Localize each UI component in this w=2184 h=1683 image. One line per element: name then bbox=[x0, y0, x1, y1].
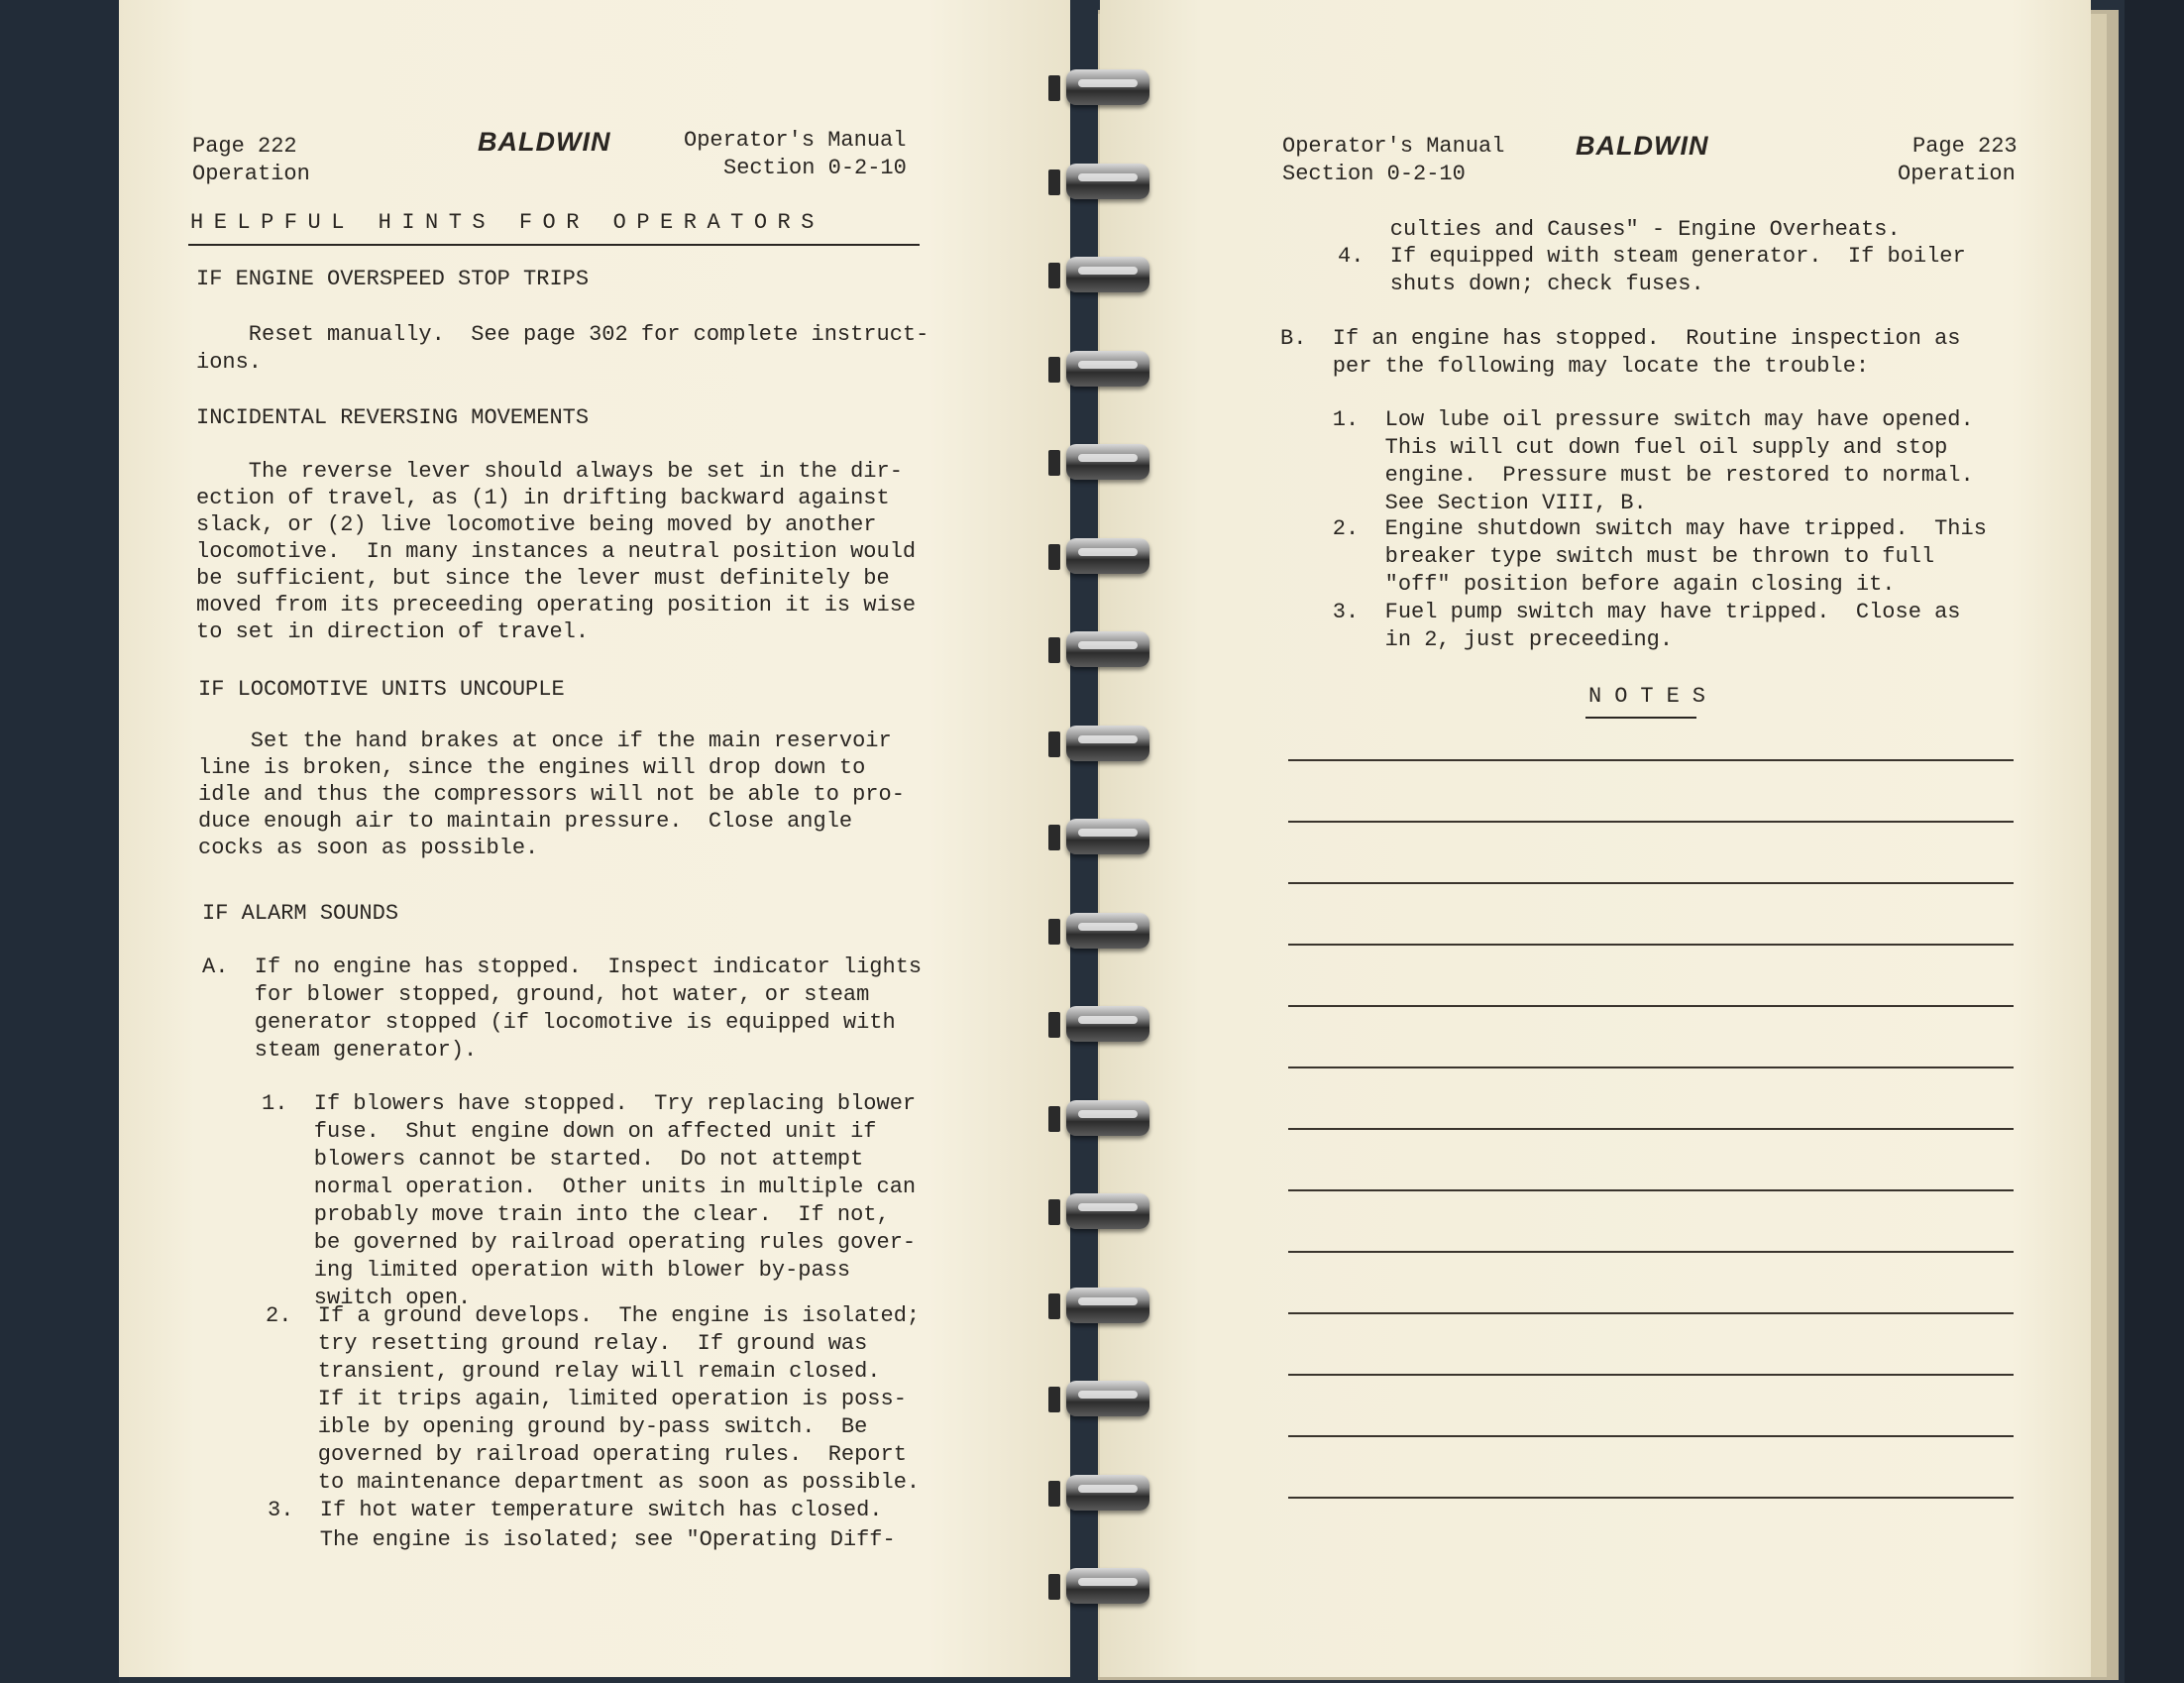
binding-coil bbox=[1048, 815, 1159, 858]
note-line bbox=[1288, 759, 2014, 761]
reversing-line: slack, or (2) live locomotive being moved by another bbox=[196, 512, 877, 537]
reversing-line: be sufficient, but since the lever must definitely be bbox=[196, 566, 890, 591]
binding-coil bbox=[1048, 722, 1159, 765]
alarm-item-2-line: transient, ground relay will remain closed. bbox=[266, 1359, 881, 1384]
alarm-item-2-line: If it trips again, limited operation is poss- bbox=[266, 1387, 907, 1411]
binding-coil bbox=[1048, 65, 1159, 109]
uncouple-line: Set the hand brakes at once if the main reservoir bbox=[198, 729, 892, 753]
note-line bbox=[1288, 882, 2014, 884]
reversing-line: moved from its preceeding operating position it is wise bbox=[196, 593, 917, 617]
overspeed-heading: IF ENGINE OVERSPEED STOP TRIPS bbox=[196, 267, 590, 291]
alarm-item-1-line: ing limited operation with blower by-pass bbox=[262, 1258, 851, 1283]
item-b-line: per the following may locate the trouble: bbox=[1280, 354, 1870, 379]
reversing-heading: INCIDENTAL REVERSING MOVEMENTS bbox=[196, 405, 590, 430]
alarm-item-3-line: 3. If hot water temperature switch has closed. bbox=[268, 1498, 883, 1522]
reversing-line: to set in direction of travel. bbox=[196, 619, 590, 644]
binding-coil bbox=[1048, 1189, 1159, 1233]
uncouple-heading: IF LOCOMOTIVE UNITS UNCOUPLE bbox=[198, 677, 565, 702]
note-line bbox=[1288, 821, 2014, 823]
binding-coil bbox=[1048, 1471, 1159, 1515]
uncouple-line: line is broken, since the engines will drop down to bbox=[198, 755, 866, 780]
uncouple-line: cocks as soon as possible. bbox=[198, 836, 539, 860]
continuation-line: 4. If equipped with steam generator. If boiler bbox=[1338, 244, 1966, 269]
section-name: Operation bbox=[1898, 162, 2016, 186]
sub-item-line: 3. Fuel pump switch may have tripped. Close as bbox=[1280, 600, 1961, 624]
binding-coil bbox=[1048, 347, 1159, 391]
binding-coil bbox=[1048, 160, 1159, 203]
sub-item-line: 2. Engine shutdown switch may have tripped. This bbox=[1280, 516, 1987, 541]
binding-coil bbox=[1048, 909, 1159, 953]
reversing-line: The reverse lever should always be set in the dir- bbox=[196, 459, 903, 484]
alarm-item-1-line: normal operation. Other units in multiple can bbox=[262, 1175, 917, 1199]
alarm-item-1-line: switch open. bbox=[262, 1286, 472, 1310]
binding-coil bbox=[1048, 440, 1159, 484]
item-b-line: B. If an engine has stopped. Routine inspection as bbox=[1280, 326, 1961, 351]
binding-coil bbox=[1048, 253, 1159, 296]
brand-logo: BALDWIN bbox=[1576, 131, 1709, 161]
alarm-item-2-line: to maintenance department as soon as possible. bbox=[266, 1470, 921, 1495]
note-line bbox=[1288, 1374, 2014, 1376]
page-number: Page 223 bbox=[1912, 134, 2018, 159]
note-line bbox=[1288, 1435, 2014, 1437]
alarm-item-a-line: A. If no engine has stopped. Inspect indicator lights bbox=[202, 954, 923, 979]
sub-item-line: "off" position before again closing it. bbox=[1280, 572, 1896, 597]
overspeed-line: ions. bbox=[196, 350, 263, 375]
sub-item-line: in 2, just preceeding. bbox=[1280, 627, 1674, 652]
alarm-item-1-line: blowers cannot be started. Do not attempt bbox=[262, 1147, 864, 1172]
continuation-line: culties and Causes" - Engine Overheats. bbox=[1338, 217, 1901, 242]
sub-item-line: 1. Low lube oil pressure switch may have opened. bbox=[1280, 407, 1974, 432]
binding-coil bbox=[1048, 1564, 1159, 1608]
note-line bbox=[1288, 1312, 2014, 1314]
notes-heading: NOTES bbox=[1588, 684, 1719, 709]
continuation-line: shuts down; check fuses. bbox=[1338, 272, 1704, 296]
note-line bbox=[1288, 1497, 2014, 1499]
cover-right bbox=[2125, 0, 2184, 1683]
note-line bbox=[1288, 1251, 2014, 1253]
section-name: Operation bbox=[192, 162, 310, 186]
alarm-item-3-line: The engine is isolated; see "Operating Diff- bbox=[268, 1527, 896, 1552]
alarm-heading: IF ALARM SOUNDS bbox=[202, 901, 399, 926]
alarm-item-2-line: 2. If a ground develops. The engine is isolated; bbox=[266, 1303, 921, 1328]
manual-title: Operator's Manual bbox=[1282, 134, 1505, 159]
binding-coil bbox=[1048, 1377, 1159, 1420]
alarm-item-1-line: be governed by railroad operating rules gover- bbox=[262, 1230, 917, 1255]
page-title: HELPFUL HINTS FOR OPERATORS bbox=[190, 210, 824, 235]
page-number: Page 222 bbox=[192, 134, 297, 159]
alarm-item-2-line: try resetting ground relay. If ground was bbox=[266, 1331, 868, 1356]
section-code: Section 0-2-10 bbox=[1282, 162, 1466, 186]
note-line bbox=[1288, 1005, 2014, 1007]
reversing-line: locomotive. In many instances a neutral position would bbox=[196, 539, 917, 564]
alarm-item-2-line: governed by railroad operating rules. Report bbox=[266, 1442, 907, 1467]
alarm-item-1-line: 1. If blowers have stopped. Try replacing blower bbox=[262, 1091, 917, 1116]
overspeed-line: Reset manually. See page 302 for complete instruct- bbox=[196, 322, 929, 347]
alarm-item-a-line: steam generator). bbox=[202, 1038, 478, 1063]
section-code: Section 0-2-10 bbox=[723, 156, 907, 180]
sub-item-line: breaker type switch must be thrown to full bbox=[1280, 544, 1935, 569]
reversing-line: ection of travel, as (1) in drifting backward against bbox=[196, 486, 890, 510]
uncouple-line: duce enough air to maintain pressure. Close angle bbox=[198, 809, 853, 834]
binding-coil bbox=[1048, 1284, 1159, 1327]
binding-coil bbox=[1048, 1002, 1159, 1046]
alarm-item-a-line: generator stopped (if locomotive is equipped with bbox=[202, 1010, 896, 1035]
note-line bbox=[1288, 1189, 2014, 1191]
uncouple-line: idle and thus the compressors will not be able to pro- bbox=[198, 782, 905, 807]
cover-left bbox=[0, 0, 119, 1683]
title-underline bbox=[188, 244, 920, 246]
binding-coil bbox=[1048, 534, 1159, 578]
manual-title: Operator's Manual bbox=[684, 128, 907, 153]
alarm-item-1-line: probably move train into the clear. If not, bbox=[262, 1202, 890, 1227]
note-line bbox=[1288, 944, 2014, 946]
binding-coil bbox=[1048, 1096, 1159, 1140]
sub-item-line: engine. Pressure must be restored to normal. bbox=[1280, 463, 1974, 488]
notes-underline bbox=[1585, 717, 1696, 719]
brand-logo: BALDWIN bbox=[478, 127, 611, 157]
alarm-item-1-line: fuse. Shut engine down on affected unit if bbox=[262, 1119, 877, 1144]
note-line bbox=[1288, 1128, 2014, 1130]
binding-coil bbox=[1048, 627, 1159, 671]
alarm-item-2-line: ible by opening ground by-pass switch. Be bbox=[266, 1414, 868, 1439]
alarm-item-a-line: for blower stopped, ground, hot water, or steam bbox=[202, 982, 870, 1007]
sub-item-line: This will cut down fuel oil supply and stop bbox=[1280, 435, 1948, 460]
note-line bbox=[1288, 1066, 2014, 1068]
sub-item-line: See Section VIII, B. bbox=[1280, 491, 1647, 515]
